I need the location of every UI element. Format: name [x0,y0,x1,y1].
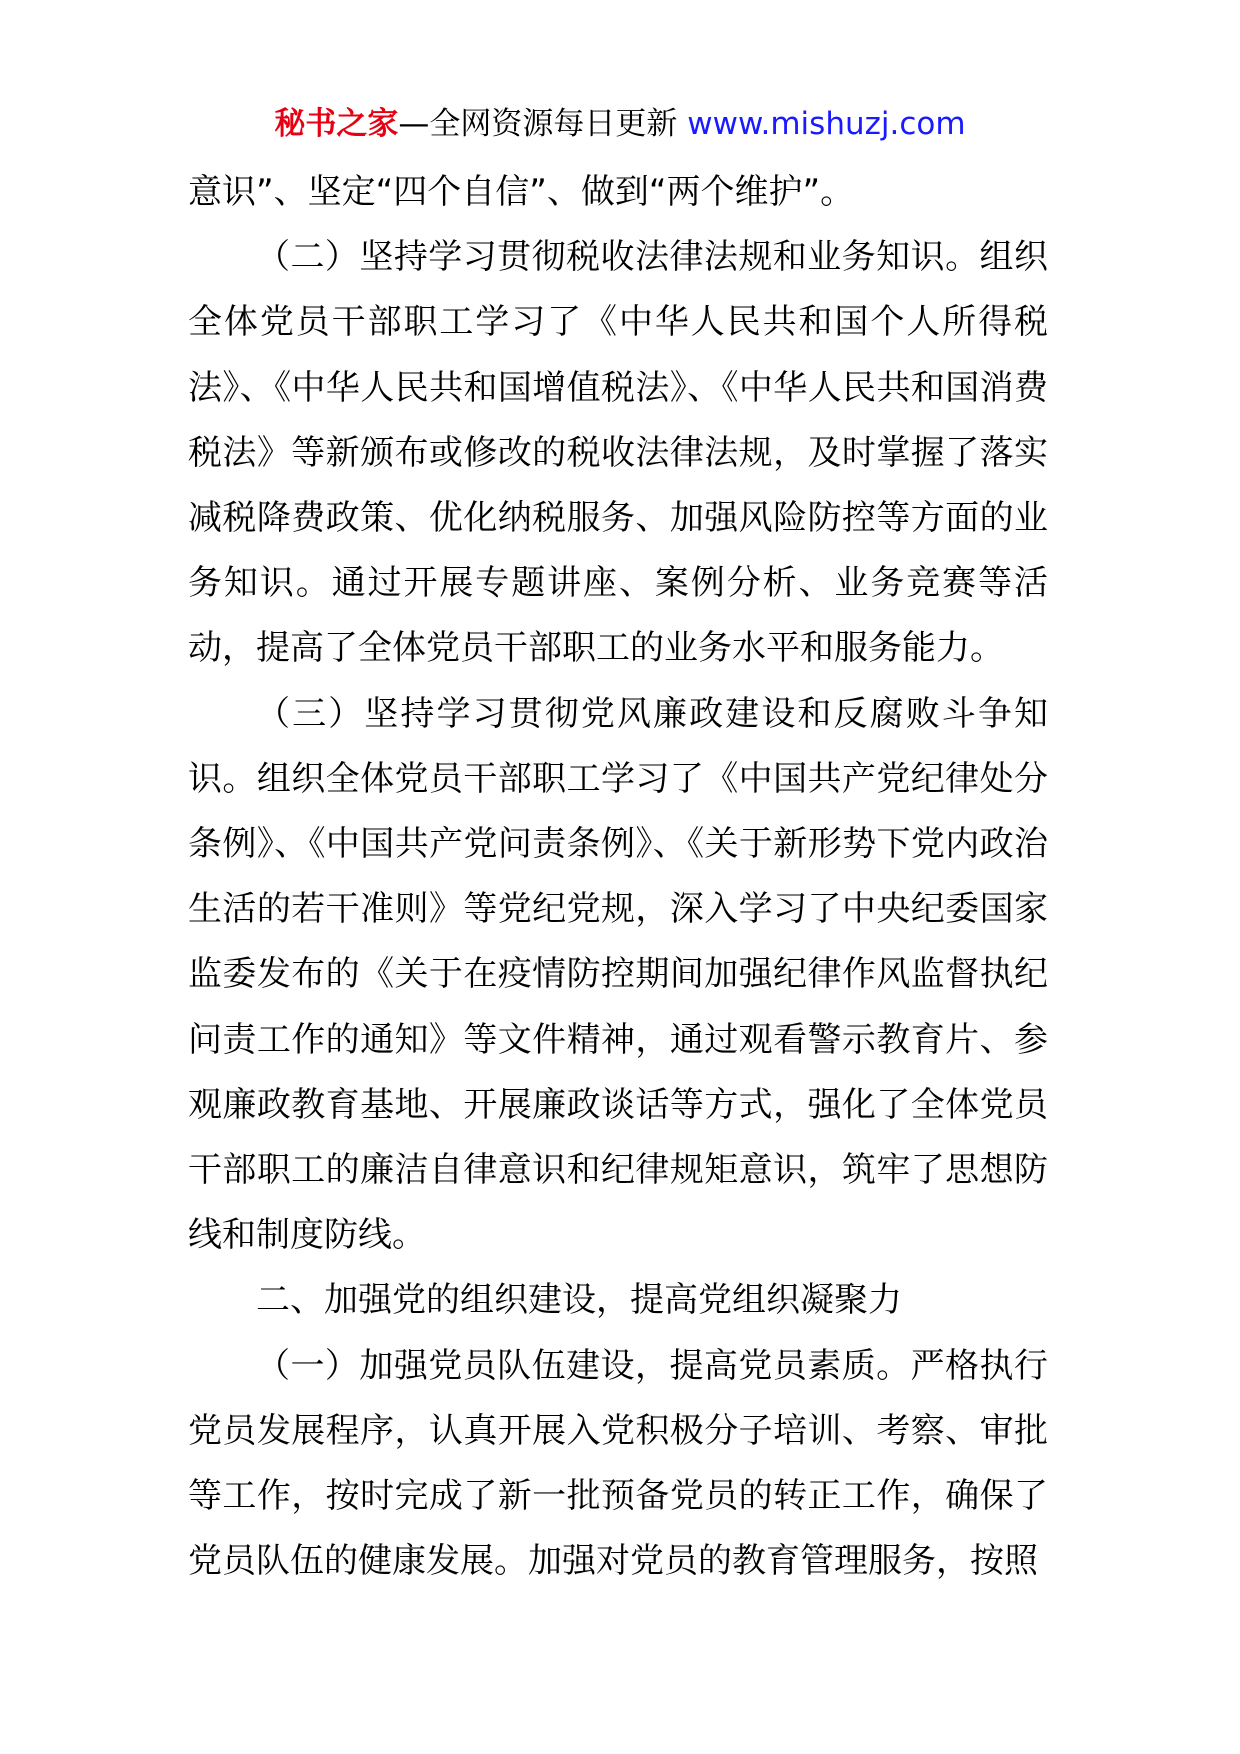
section-heading-organization: 二、加强党的组织建设，提高党组织凝聚力 [256,1280,902,1321]
paragraph-member-team: （一）加强党员队伍建设，提高党员素质。严格执行党员发展程序，认真开展入党积极分子培训、考察、审批等工作，按时完成了新一批预备党员的转正工作，确保了党员队伍的健康发展。加强对党员的教育管理服务，按照 [188,1345,1048,1582]
site-brand: 秘书之家 [274,106,399,142]
paragraph-integrity-study: （三）坚持学习贯彻党风廉政建设和反腐败斗争知识。组织全体党员干部职工学习了《中国共产党纪律处分条例》、《中国共产党问责条例》、《关于新形势下党内政治生活的若干准则》等党纪党规，深入学习了中央纪委国家监委发布的《关于在疫情防控期间加强纪律作风监督执纪问责工作的通知》等文件精神，通过观看警示教育片、参观廉政教育基地、开展廉政谈话等方式，强化了全体党员干部职工的廉洁自律意识和纪律规矩意识，筑牢了思想防线和制度防线。 [188,693,1048,1256]
paragraph-tax-law-study: （二）坚持学习贯彻税收法律法规和业务知识。组织全体党员干部职工学习了《中华人民共和国个人所得税法》、《中华人民共和国增值税法》、《中华人民共和国消费税法》等新颁布或修改的税收法律法规，及时掌握了落实减税降费政策、优化纳税服务、加强风险防控等方面的业务知识。通过开展专题讲座、案例分析、业务竞赛等活动，提高了全体党员干部职工的业务水平和服务能力。 [188,237,1048,669]
site-tagline: —全网资源每日更新 [398,106,688,142]
site-header [0,102,1240,146]
site-url-link[interactable]: www.mishuzj.com [687,106,966,142]
document-body [188,160,1048,1594]
paragraph-continued: 意识”、坚定“四个自信”、做到“两个维护”。 [188,172,855,212]
